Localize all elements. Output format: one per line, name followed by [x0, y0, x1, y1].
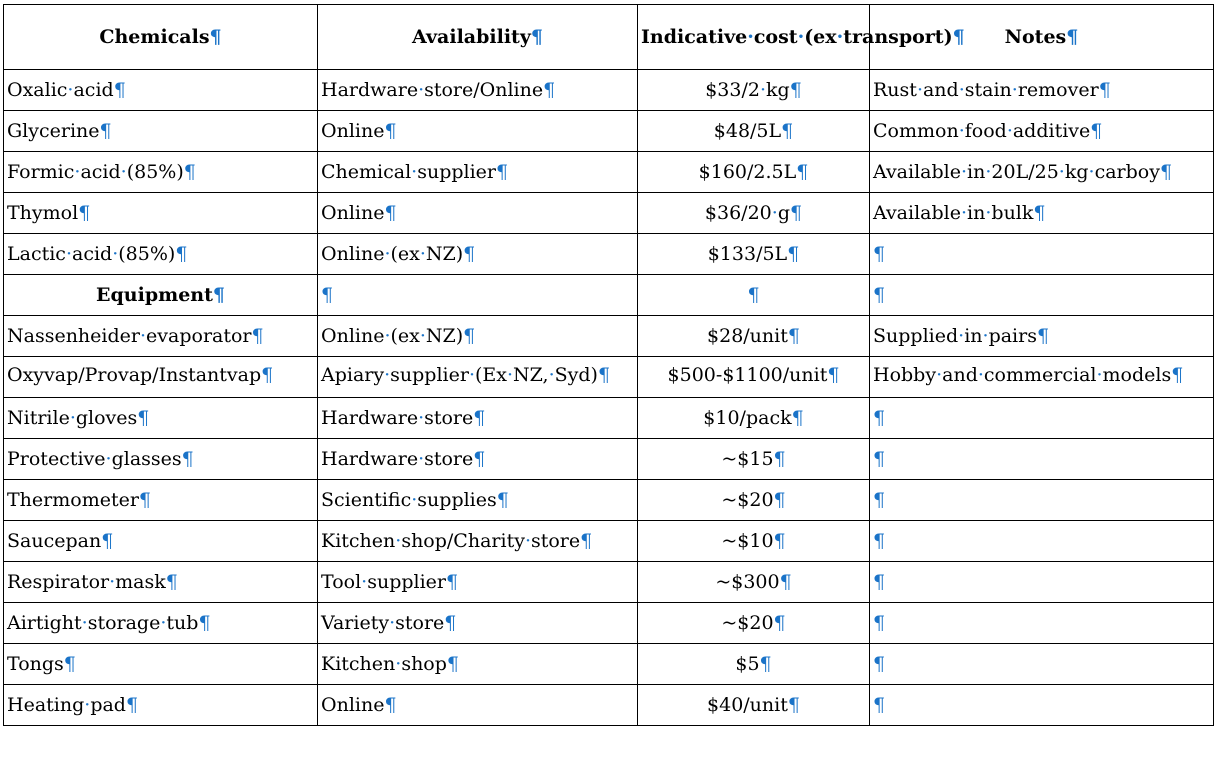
- cell-text: Online·(ex·NZ)¶: [321, 243, 476, 265]
- cell-text: [873, 284, 885, 306]
- cell-cost[interactable]: [638, 316, 870, 357]
- space-mark: ·: [81, 612, 88, 634]
- cell-text: Variety·store¶: [321, 612, 457, 634]
- cell-text: Oxalic·acid¶: [7, 79, 126, 101]
- pilcrow-mark: ¶: [543, 79, 556, 101]
- pilcrow-mark: ¶: [209, 26, 222, 48]
- pilcrow-mark: ¶: [473, 407, 486, 429]
- space-mark: ·: [977, 364, 984, 386]
- cell-cost[interactable]: [638, 70, 870, 111]
- cell-availability[interactable]: [318, 685, 638, 726]
- cell-item[interactable]: [4, 316, 318, 357]
- space-mark: ·: [395, 530, 402, 552]
- cell-item[interactable]: [4, 193, 318, 234]
- cell-item[interactable]: [4, 111, 318, 152]
- pilcrow-mark: ¶: [789, 79, 802, 101]
- space-mark: ·: [418, 79, 425, 101]
- pilcrow-mark: ¶: [183, 161, 196, 183]
- cell-item[interactable]: [4, 685, 318, 726]
- space-mark: ·: [160, 612, 167, 634]
- pilcrow-mark: ¶: [952, 26, 965, 48]
- cell-text: Hardware·store¶: [321, 448, 486, 470]
- space-mark: ·: [524, 530, 531, 552]
- header-text: Availability¶: [412, 26, 543, 48]
- table-row: [4, 439, 1214, 480]
- space-mark: ·: [916, 79, 923, 101]
- pilcrow-mark: ¶: [198, 612, 211, 634]
- table-row: [4, 70, 1214, 111]
- cell-availability[interactable]: [318, 234, 638, 275]
- table-row: [4, 316, 1214, 357]
- table-row: [4, 603, 1214, 644]
- cell-text: [873, 407, 885, 429]
- pilcrow-mark: ¶: [827, 364, 840, 386]
- space-mark: ·: [112, 243, 119, 265]
- cell-notes[interactable]: [870, 275, 1214, 316]
- cell-notes[interactable]: [870, 603, 1214, 644]
- space-mark: ·: [960, 202, 968, 224]
- pilcrow-mark: ¶: [1090, 120, 1103, 142]
- pilcrow-mark: ¶: [597, 364, 611, 386]
- header-text: Notes¶: [1004, 26, 1079, 48]
- space-mark: ·: [771, 202, 778, 224]
- pilcrow-mark: ¶: [99, 120, 112, 142]
- cell-cost[interactable]: [638, 685, 870, 726]
- cell-cost[interactable]: [638, 152, 870, 193]
- pilcrow-mark: ¶: [873, 612, 886, 634]
- pilcrow-mark: ¶: [773, 612, 786, 634]
- cell-cost[interactable]: [638, 234, 870, 275]
- pilcrow-mark: ¶: [384, 694, 397, 716]
- table-row: [4, 234, 1214, 275]
- cell-text: $48/5L¶: [713, 120, 794, 142]
- pilcrow-mark: ¶: [181, 448, 194, 470]
- cell-notes[interactable]: [870, 357, 1214, 398]
- pilcrow-mark: ¶: [759, 653, 772, 675]
- pilcrow-mark: ¶: [473, 448, 486, 470]
- pilcrow-mark: ¶: [446, 571, 459, 593]
- pilcrow-mark: ¶: [873, 407, 886, 429]
- pilcrow-mark: ¶: [1066, 26, 1079, 48]
- cell-text: [873, 653, 885, 675]
- pilcrow-mark: ¶: [463, 243, 476, 265]
- cell-text: Thermometer¶: [7, 489, 152, 511]
- pilcrow-mark: ¶: [1036, 325, 1050, 347]
- cell-item[interactable]: [4, 521, 318, 562]
- pilcrow-mark: ¶: [78, 202, 91, 224]
- pilcrow-mark: ¶: [321, 284, 334, 306]
- pilcrow-mark: ¶: [165, 571, 178, 593]
- pilcrow-mark: ¶: [63, 653, 76, 675]
- pilcrow-mark: ¶: [251, 325, 264, 347]
- pilcrow-mark: ¶: [384, 202, 397, 224]
- table-row: [4, 685, 1214, 726]
- table-body: [4, 70, 1214, 726]
- pilcrow-mark: ¶: [873, 694, 886, 716]
- space-mark: ·: [1058, 161, 1065, 183]
- cell-item[interactable]: [4, 439, 318, 480]
- table-row: [4, 562, 1214, 603]
- cell-notes[interactable]: [870, 398, 1214, 439]
- cell-cost[interactable]: [638, 562, 870, 603]
- pilcrow-mark: ¶: [873, 448, 886, 470]
- cell-text: Online¶: [321, 202, 397, 224]
- space-mark: ·: [1088, 161, 1095, 183]
- space-mark: ·: [548, 364, 555, 386]
- cell-item[interactable]: [4, 357, 318, 398]
- cell-text: Scientific·supplies¶: [321, 489, 509, 511]
- pilcrow-mark: ¶: [261, 364, 274, 386]
- table-row: [4, 398, 1214, 439]
- supplies-table: [3, 4, 1214, 726]
- space-mark: ·: [418, 448, 425, 470]
- cell-text: ~$15¶: [721, 448, 786, 470]
- space-mark: ·: [985, 161, 992, 183]
- space-mark: ·: [418, 407, 425, 429]
- cell-notes[interactable]: [870, 193, 1214, 234]
- space-mark: ·: [958, 120, 965, 142]
- cell-text: ~$20¶: [721, 489, 786, 511]
- cell-text: Glycerine¶: [7, 120, 112, 142]
- space-mark: ·: [105, 448, 112, 470]
- space-mark: ·: [65, 243, 72, 265]
- cell-text: Saucepan¶: [7, 530, 114, 552]
- cell-item[interactable]: [4, 398, 318, 439]
- cell-availability[interactable]: [318, 70, 638, 111]
- cell-cost[interactable]: [638, 603, 870, 644]
- cell-text: $133/5L¶: [707, 243, 800, 265]
- space-mark: ·: [797, 26, 805, 48]
- cell-item[interactable]: [4, 70, 318, 111]
- space-mark: ·: [411, 489, 418, 511]
- pilcrow-mark: ¶: [773, 530, 786, 552]
- space-mark: ·: [361, 571, 368, 593]
- pilcrow-mark: ¶: [384, 120, 397, 142]
- pilcrow-mark: ¶: [787, 243, 800, 265]
- cell-text: Tool·supplier¶: [321, 571, 459, 593]
- header-text: Indicative·cost·(ex·transport)¶: [641, 26, 965, 48]
- cell-text: $5¶: [735, 653, 772, 675]
- cell-notes[interactable]: [870, 316, 1214, 357]
- cell-cost[interactable]: [638, 357, 870, 398]
- cell-text: [873, 694, 885, 716]
- space-mark: ·: [936, 364, 943, 386]
- pilcrow-mark: ¶: [1159, 161, 1173, 183]
- pilcrow-mark: ¶: [787, 694, 800, 716]
- cell-text: $160/2.5L¶: [698, 161, 809, 183]
- cell-availability[interactable]: [318, 439, 638, 480]
- space-mark: ·: [395, 653, 402, 675]
- cell-notes[interactable]: [870, 111, 1214, 152]
- cell-text: Available·in·bulk¶: [873, 202, 1046, 224]
- pilcrow-mark: ¶: [873, 653, 886, 675]
- cell-availability[interactable]: [318, 480, 638, 521]
- pilcrow-mark: ¶: [580, 530, 593, 552]
- cell-notes[interactable]: [870, 439, 1214, 480]
- table-row: [4, 480, 1214, 521]
- cell-text: Hardware·store¶: [321, 407, 486, 429]
- pilcrow-mark: ¶: [101, 530, 114, 552]
- pilcrow-mark: ¶: [137, 407, 150, 429]
- cell-text: Available·in·20L/25·kg·carboy¶: [873, 161, 1173, 183]
- cell-text: [873, 571, 885, 593]
- cell-text: Respirator·mask¶: [7, 571, 178, 593]
- cell-text: Apiary·supplier·(Ex·NZ,·Syd)¶: [321, 364, 611, 386]
- cell-notes[interactable]: [870, 562, 1214, 603]
- pilcrow-mark: ¶: [444, 612, 457, 634]
- cell-item[interactable]: [4, 152, 318, 193]
- cell-availability[interactable]: [318, 562, 638, 603]
- table-row: [4, 521, 1214, 562]
- pilcrow-mark: ¶: [113, 79, 126, 101]
- cell-item[interactable]: [4, 644, 318, 685]
- cell-text: Rust·and·stain·remover¶: [873, 79, 1111, 101]
- space-mark: ·: [69, 407, 76, 429]
- cell-availability[interactable]: [318, 357, 638, 398]
- pilcrow-mark: ¶: [1098, 79, 1111, 101]
- space-mark: ·: [139, 325, 147, 347]
- cell-text: Oxyvap/Provap/Instantvap¶: [7, 364, 274, 386]
- cell-availability[interactable]: [318, 603, 638, 644]
- space-mark: ·: [747, 26, 754, 48]
- cell-notes[interactable]: [870, 644, 1214, 685]
- cell-availability[interactable]: [318, 275, 638, 316]
- space-mark: ·: [384, 325, 391, 347]
- cell-text: ~$300¶: [715, 571, 792, 593]
- cell-cost[interactable]: [638, 480, 870, 521]
- table-row: [4, 357, 1214, 398]
- cell-text: Online¶: [321, 694, 397, 716]
- cell-text: $36/20·g¶: [704, 202, 803, 224]
- cell-text: [747, 284, 759, 306]
- header-cell-cost[interactable]: [638, 5, 965, 70]
- cell-text: [873, 530, 885, 552]
- space-mark: ·: [759, 79, 767, 101]
- table-row: [4, 193, 1214, 234]
- cell-notes[interactable]: [870, 521, 1214, 562]
- space-mark: ·: [411, 161, 418, 183]
- table-row: [4, 152, 1214, 193]
- space-mark: ·: [1006, 120, 1013, 142]
- space-mark: ·: [1096, 364, 1103, 386]
- header-cell-chemicals[interactable]: [4, 5, 318, 70]
- cell-text: Protective·glasses¶: [7, 448, 194, 470]
- cell-availability[interactable]: [318, 398, 638, 439]
- pilcrow-mark: ¶: [463, 325, 476, 347]
- cell-text: ~$20¶: [721, 612, 786, 634]
- pilcrow-mark: ¶: [873, 243, 886, 265]
- space-mark: ·: [419, 243, 426, 265]
- cell-item[interactable]: [4, 480, 318, 521]
- space-mark: ·: [507, 364, 514, 386]
- pilcrow-mark: ¶: [873, 489, 886, 511]
- cell-text: $33/2·kg¶: [705, 79, 802, 101]
- pilcrow-mark: ¶: [530, 26, 543, 48]
- pilcrow-mark: ¶: [773, 448, 786, 470]
- cell-item[interactable]: [4, 603, 318, 644]
- pilcrow-mark: ¶: [873, 530, 886, 552]
- cell-text: $10/pack¶: [703, 407, 804, 429]
- cell-text: [873, 448, 885, 470]
- space-mark: ·: [836, 26, 844, 48]
- space-mark: ·: [958, 325, 965, 347]
- space-mark: ·: [960, 161, 968, 183]
- cell-text: [873, 243, 885, 265]
- cell-text: Hobby·and·commercial·models¶: [873, 364, 1184, 386]
- header-cell-availability[interactable]: [318, 5, 638, 70]
- space-mark: ·: [468, 364, 475, 386]
- cell-text: [873, 489, 885, 511]
- pilcrow-mark: ¶: [773, 489, 786, 511]
- pilcrow-mark: ¶: [747, 284, 760, 306]
- pilcrow-mark: ¶: [791, 407, 804, 429]
- cell-text: Kitchen·shop/Charity·store¶: [321, 530, 593, 552]
- cell-availability[interactable]: [318, 521, 638, 562]
- cell-text: $28/unit¶: [707, 325, 800, 347]
- space-mark: ·: [120, 161, 127, 183]
- pilcrow-mark: ¶: [496, 489, 509, 511]
- cell-text: Online¶: [321, 120, 397, 142]
- cell-text: Heating·pad¶: [7, 694, 139, 716]
- cell-item[interactable]: [4, 275, 318, 316]
- pilcrow-mark: ¶: [779, 571, 792, 593]
- cell-text: Kitchen·shop¶: [321, 653, 459, 675]
- cell-text: Online·(ex·NZ)¶: [321, 325, 476, 347]
- space-mark: ·: [982, 325, 989, 347]
- space-mark: ·: [958, 79, 965, 101]
- section-row: [4, 275, 1214, 316]
- table-row: [4, 111, 1214, 152]
- cell-availability[interactable]: [318, 644, 638, 685]
- cell-availability[interactable]: [318, 152, 638, 193]
- cell-text: Common·food·additive¶: [873, 120, 1103, 142]
- cell-availability[interactable]: [318, 193, 638, 234]
- cell-cost[interactable]: [638, 398, 870, 439]
- cell-notes[interactable]: [870, 152, 1214, 193]
- pilcrow-mark: ¶: [787, 325, 800, 347]
- cell-notes[interactable]: [870, 234, 1214, 275]
- space-mark: ·: [67, 79, 74, 101]
- space-mark: ·: [419, 325, 426, 347]
- cell-text: Hardware·store/Online¶: [321, 79, 556, 101]
- space-mark: ·: [74, 161, 81, 183]
- cell-cost[interactable]: [638, 439, 870, 480]
- cell-notes[interactable]: [870, 70, 1214, 111]
- pilcrow-mark: ¶: [496, 161, 509, 183]
- table-header-row: [4, 5, 1214, 70]
- pilcrow-mark: ¶: [796, 161, 809, 183]
- cell-item[interactable]: [4, 562, 318, 603]
- cell-cost[interactable]: [638, 275, 870, 316]
- cell-text: Thymol¶: [7, 202, 91, 224]
- cell-text: Chemical·supplier¶: [321, 161, 509, 183]
- cell-item[interactable]: [4, 234, 318, 275]
- cell-text: Supplied·in·pairs¶: [873, 325, 1050, 347]
- cell-cost[interactable]: [638, 111, 870, 152]
- space-mark: ·: [389, 612, 396, 634]
- pilcrow-mark: ¶: [781, 120, 794, 142]
- document-page: [3, 4, 1217, 726]
- cell-text: $500-$1100/unit¶: [667, 364, 840, 386]
- cell-text: Nitrile·gloves¶: [7, 407, 150, 429]
- pilcrow-mark: ¶: [446, 653, 459, 675]
- cell-availability[interactable]: [318, 111, 638, 152]
- cell-text: Nassenheider·evaporator¶: [7, 325, 264, 347]
- pilcrow-mark: ¶: [1033, 202, 1046, 224]
- pilcrow-mark: ¶: [873, 284, 886, 306]
- table-row: [4, 644, 1214, 685]
- cell-cost[interactable]: [638, 521, 870, 562]
- cell-text: [873, 612, 885, 634]
- space-mark: ·: [84, 694, 91, 716]
- cell-notes[interactable]: [870, 480, 1214, 521]
- pilcrow-mark: ¶: [125, 694, 139, 716]
- pilcrow-mark: ¶: [138, 489, 152, 511]
- space-mark: ·: [985, 202, 992, 224]
- cell-text: Equipment¶: [96, 284, 225, 306]
- space-mark: ·: [384, 243, 391, 265]
- cell-text: ~$10¶: [721, 530, 786, 552]
- pilcrow-mark: ¶: [873, 571, 886, 593]
- space-mark: ·: [109, 571, 116, 593]
- cell-cost[interactable]: [638, 644, 870, 685]
- cell-text: [321, 284, 333, 306]
- cell-text: Tongs¶: [7, 653, 76, 675]
- pilcrow-mark: ¶: [789, 202, 803, 224]
- pilcrow-mark: ¶: [175, 243, 188, 265]
- pilcrow-mark: ¶: [212, 284, 225, 306]
- cell-notes[interactable]: [870, 685, 1214, 726]
- header-text: Chemicals¶: [99, 26, 222, 48]
- cell-text: $40/unit¶: [707, 694, 800, 716]
- cell-text: Airtight·storage·tub¶: [7, 612, 211, 634]
- space-mark: ·: [384, 364, 391, 386]
- cell-cost[interactable]: [638, 193, 870, 234]
- cell-availability[interactable]: [318, 316, 638, 357]
- cell-text: Formic·acid·(85%)¶: [7, 161, 196, 183]
- cell-text: Lactic·acid·(85%)¶: [7, 243, 188, 265]
- pilcrow-mark: ¶: [1171, 364, 1184, 386]
- space-mark: ·: [1011, 79, 1018, 101]
